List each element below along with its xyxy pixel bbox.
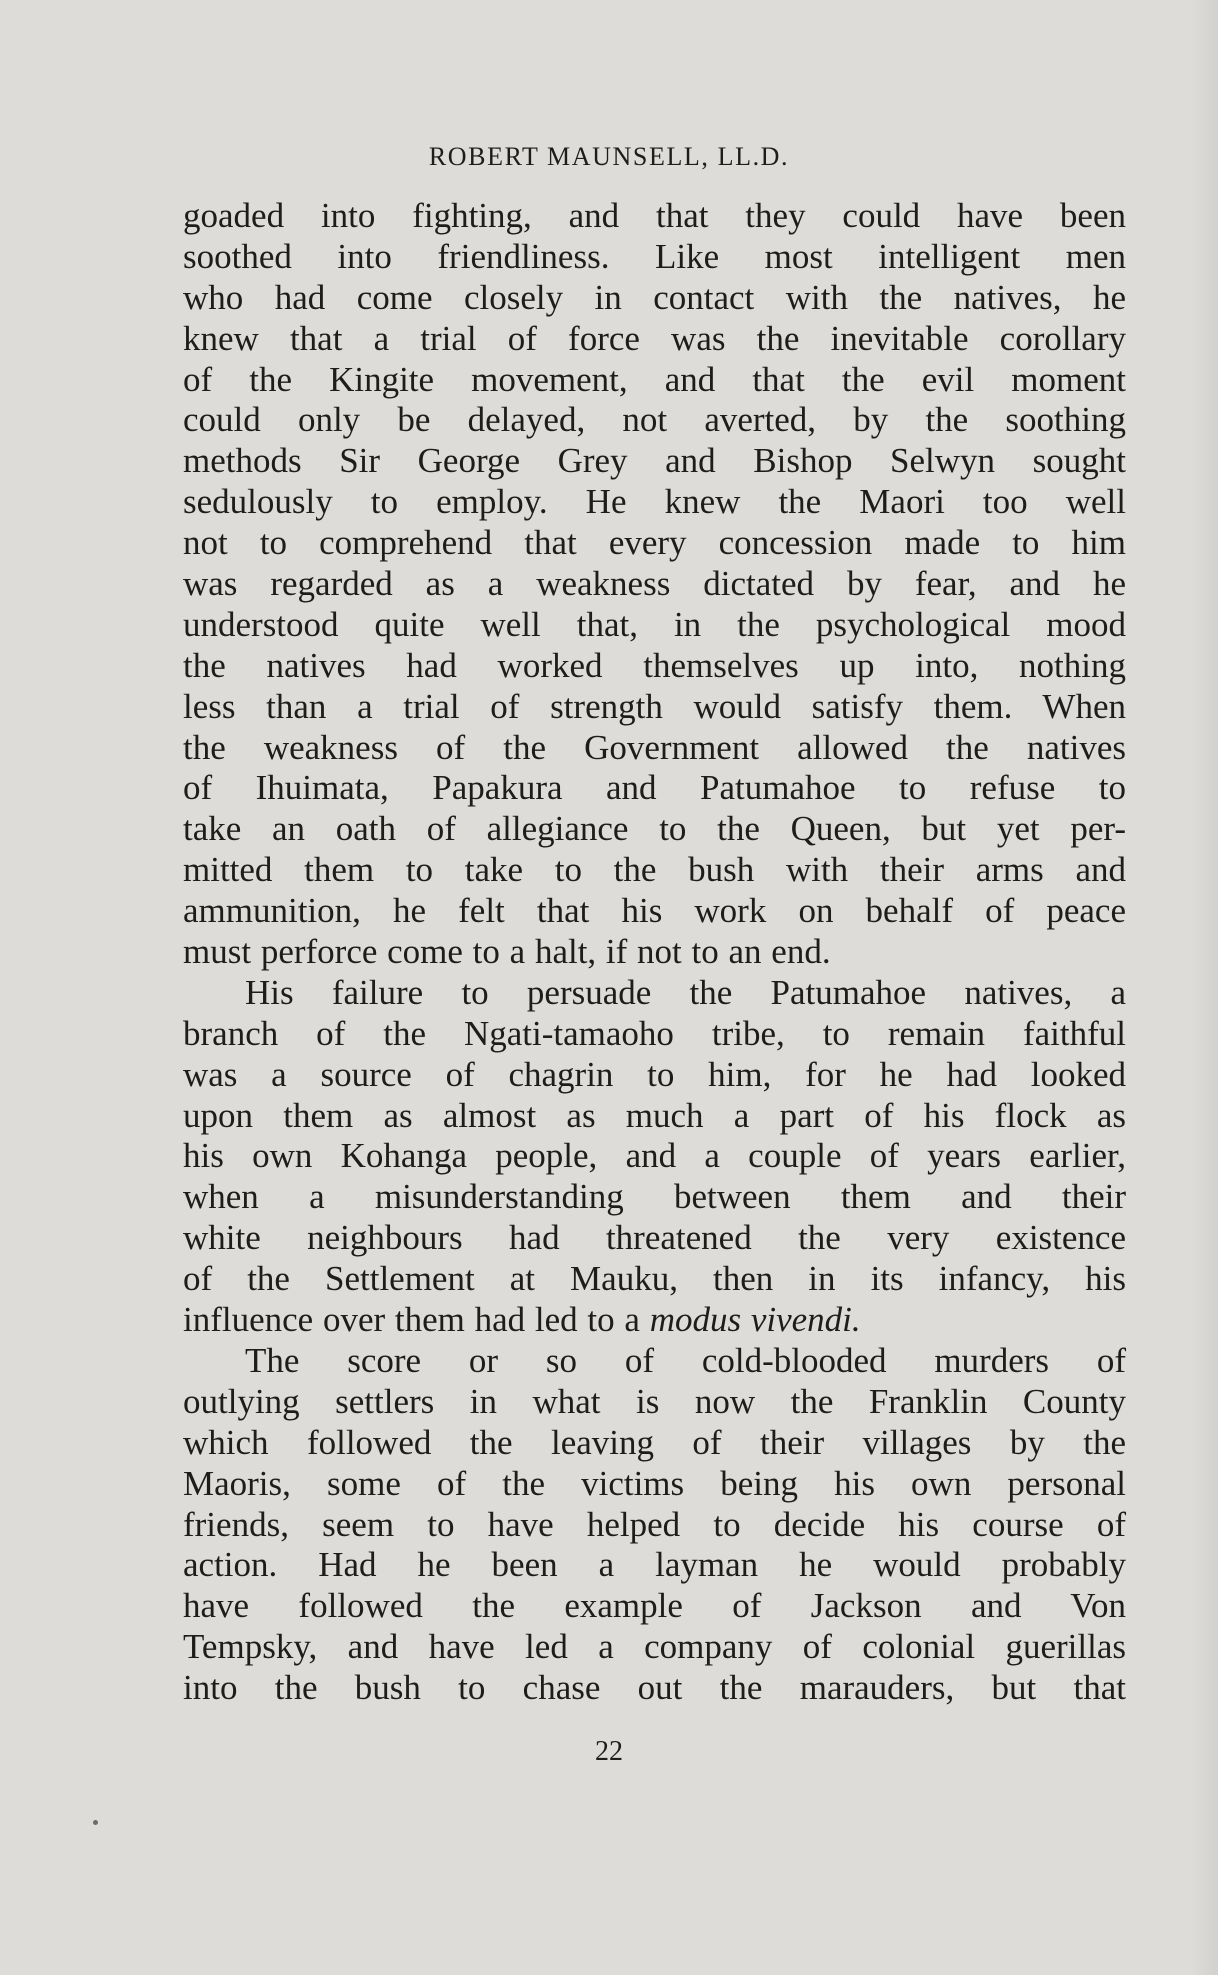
text-line: knew that a trial of force was the inevitable corollary [183,318,1126,358]
text-line: upon them as almost as much a part of his flock as [183,1095,1126,1135]
text-line: branch of the Ngati-tamaoho tribe, to remain faithful [183,1013,1126,1053]
text-line: soothed into friendliness. Like most intelligent men [183,236,1126,276]
text-line: goaded into fighting, and that they could have been [183,196,1126,235]
text-line: who had come closely in contact with the natives, he [183,277,1126,317]
text-line: his own Kohanga people, and a couple of years earlier, [183,1136,1126,1176]
text-line: into the bush to chase out the marauders, but that [183,1668,1126,1708]
text-line: less than a trial of strength would satisfy them. When [183,686,1126,726]
text-line: was a source of chagrin to him, for he had looked [183,1054,1126,1094]
text-line: Maoris, some of the victims being his own personal [183,1463,1126,1503]
paragraph-end-line [183,1300,1126,1341]
text-line: methods Sir George Grey and Bishop Selwyn sought [183,441,1126,481]
text-line: understood quite well that, in the psychological mood [183,604,1126,644]
text-line: the weakness of the Government allowed the natives [183,727,1126,767]
paragraph-end-line: must perforce come to a halt, if not to an end. [183,932,831,972]
running-head: ROBERT MAUNSELL, LL.D. [428,142,790,171]
text-line: not to comprehend that every concession made to him [183,523,1126,563]
text-line: action. Had he been a layman he would probably [183,1545,1126,1585]
page-edge-shadow [1190,0,1218,1975]
paragraph-start-line: His failure to persuade the Patumahoe natives, a [245,972,1126,1012]
text-line: of the Settlement at Mauku, then in its infancy, his [183,1259,1126,1299]
body-text [183,196,1126,1709]
page-number: 22 [595,1736,623,1767]
text-line: could only be delayed, not averted, by the soothing [183,400,1126,440]
text-line: was regarded as a weakness dictated by fear, and he [183,564,1126,604]
italic-phrase: modus vivendi. [649,1300,861,1340]
text-run: influence over them had led to a [183,1300,640,1340]
text-line: white neighbours had threatened the very existence [183,1218,1126,1258]
text-line: when a misunderstanding between them and their [183,1177,1126,1217]
text-line: which followed the leaving of their villages by the [183,1422,1126,1462]
text-line: ammunition, he felt that his work on behalf of peace [183,891,1126,931]
text-line: sedulously to employ. He knew the Maori too well [183,482,1126,522]
paragraph-start-line: The score or so of cold-blooded murders of [245,1340,1126,1380]
paper-speck [93,1820,98,1825]
text-line: Tempsky, and have led a company of colonial guerillas [183,1627,1126,1667]
text-line: of Ihuimata, Papakura and Patumahoe to refuse to [183,768,1126,808]
text-line: the natives had worked themselves up into, nothing [183,645,1126,685]
text-line: have followed the example of Jackson and Von [183,1586,1126,1626]
text-line: take an oath of allegiance to the Queen, but yet per- [183,809,1126,849]
text-line: friends, seem to have helped to decide his course of [183,1504,1126,1544]
text-line: mitted them to take to the bush with their arms and [183,850,1126,890]
text-line: outlying settlers in what is now the Franklin County [183,1381,1126,1421]
text-line: of the Kingite movement, and that the evil moment [183,359,1126,399]
